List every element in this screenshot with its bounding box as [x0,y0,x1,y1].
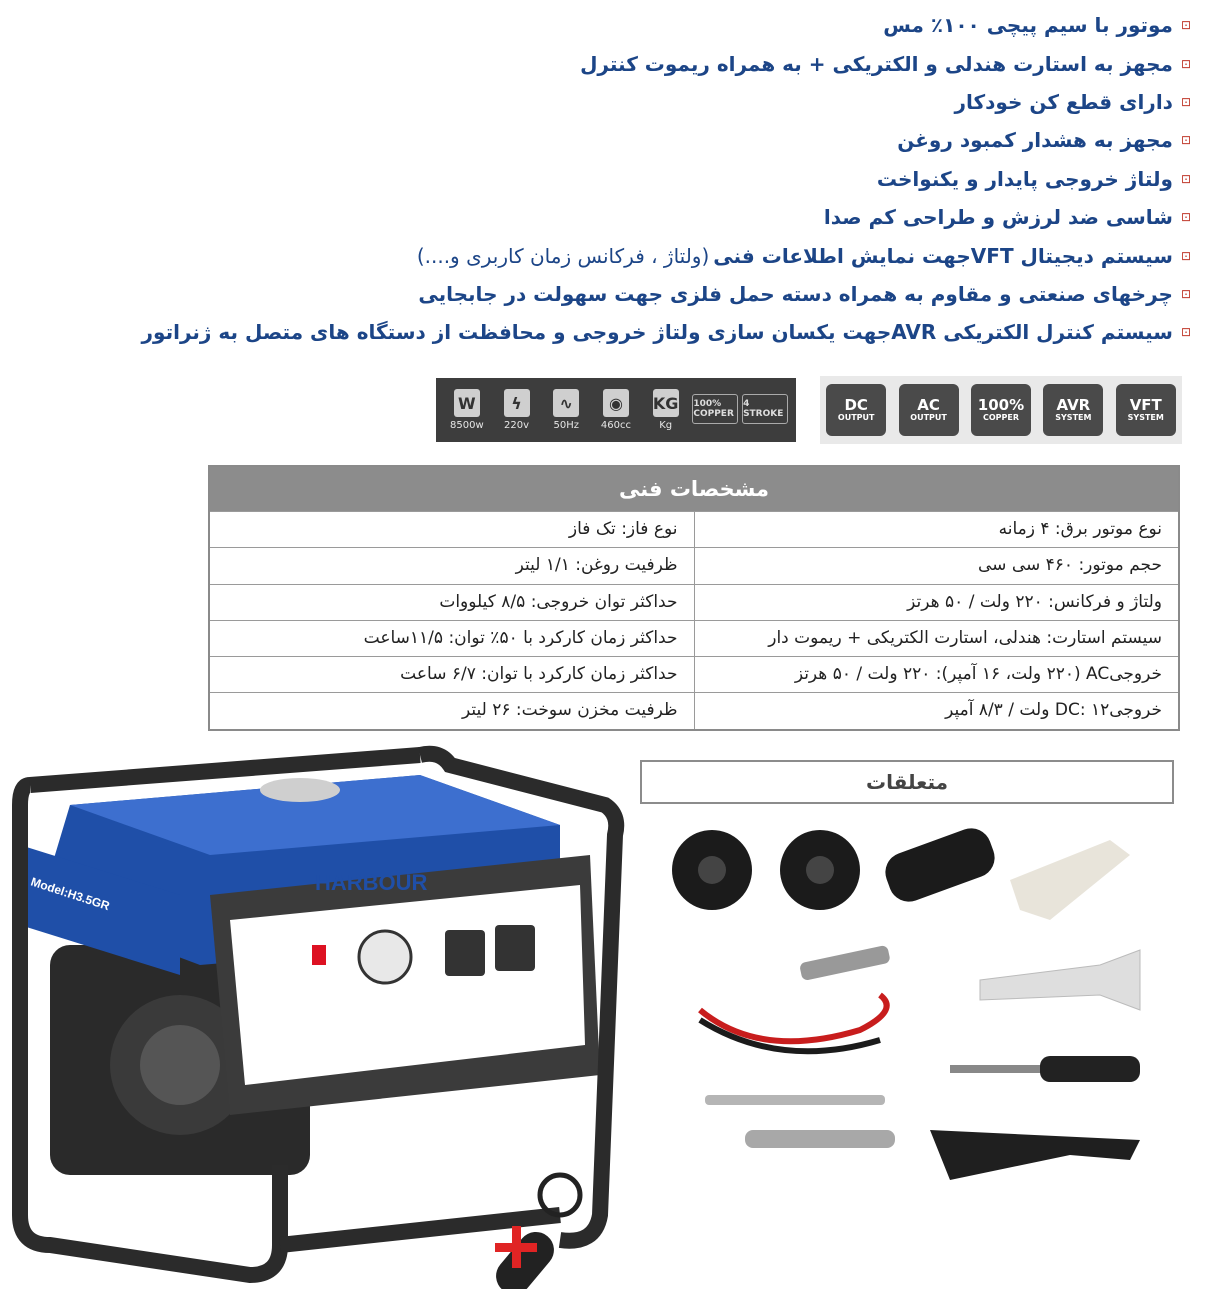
model-label: Model:H3.5GR [29,874,112,914]
bullet-icon: ⊡ [1180,210,1191,225]
feature-item [100,198,1191,236]
spec-icon-caption: 220v [504,420,530,431]
feature-text: سیستم کنترل الکتریکی AVRجهت یکسان سازی ولتاژ خروجی و محافظت از دستگاه های متصل به ژنراتور [141,320,1173,345]
table-cell: نوع موتور برق: ۴ زمانه [694,512,1179,547]
table-cell: خروجیDC: ۱۲ ولت / ۸/۳ آمپر [694,693,1179,728]
badge-title: AC [917,396,940,414]
bullet-icon: ⊡ [1180,18,1191,33]
spec-icons-strip [436,378,796,442]
handle-icon [930,1130,1140,1180]
bullet-icon: ⊡ [1180,171,1191,186]
feature-text: موتور با سیم پیچی ۱۰۰٪ مس [883,13,1173,38]
badge-vft-icon [1116,384,1176,436]
feature-item [100,44,1191,82]
feature-text: سیستم دیجیتال VFTجهت نمایش اطلاعات فنی [713,243,1173,268]
funnel-icon [980,950,1140,1010]
table-cell: حداکثر توان خروجی: ۸/۵ کیلووات [439,591,678,612]
badge-dc-icon [826,384,886,436]
feature-text: دارای قطع کن خودکار [954,89,1173,114]
badge-subtitle: OUTPUT [910,413,947,422]
wheel-icon [780,830,860,910]
table-cell: حداکثر زمان کارکرد با ۵۰٪ توان: ۱۱/۵ساعت [363,627,678,648]
spec-icon-caption: Kg [659,420,673,431]
badge-subtitle: OUTPUT [837,413,875,422]
power-icon-glyph: W [454,389,480,417]
table-row [210,692,1178,728]
feature-item [100,275,1191,313]
copper-icon [695,394,735,427]
four-stroke-icon [745,394,785,427]
bullet-icon: ⊡ [1180,56,1191,71]
bullet-icon: ⊡ [1180,248,1191,263]
voltage-icon [497,389,537,431]
table-row [210,584,1178,620]
bullet-icon: ⊡ [1180,133,1191,148]
engine-cc-icon [596,389,636,431]
frequency-icon-glyph: ∿ [553,389,579,417]
badge-title: AVR [1056,396,1091,414]
feature-text: مجهز به استارت هندلی و الکتریکی + به همراه ریموت کنترل [580,51,1173,76]
table-row [210,511,1178,547]
copper-icon-glyph: 100% COPPER [692,394,738,424]
spec-icon-caption: 8500w [450,420,484,431]
accessories-title: متعلقات [640,760,1174,804]
table-row [210,547,1178,583]
white-plug-icon [1010,840,1130,920]
frequency-icon [546,389,586,431]
table-cell: سیستم استارت: هندلی، استارت الکتریکی + ریموت دار [694,621,1179,656]
weight-icon [646,389,686,431]
feature-item [100,236,1191,274]
table-cell: ظرفیت روغن: ۱/۱ لیتر [515,555,678,576]
badge-ac-icon [899,384,959,436]
badge-subtitle: SYSTEM [1127,413,1164,422]
feature-text: ولتاژ خروجی پایدار و یکنواخت [876,166,1173,191]
badge-avr-icon [1043,384,1103,436]
table-row [210,656,1178,692]
spec-table [208,465,1180,731]
four-stroke-icon-glyph: 4 STROKE [742,394,788,424]
feature-item [100,313,1191,351]
table-cell: حجم موتور: ۴۶۰ سی سی [694,548,1179,583]
voltage-icon-glyph: ϟ [504,389,530,417]
table-row [210,620,1178,656]
accessories-image [640,810,1180,1280]
weight-icon-glyph: KG [653,389,679,417]
spec-icon-caption: 50Hz [553,420,579,431]
generator-image [0,745,640,1289]
badge-subtitle: SYSTEM [1055,413,1092,422]
spec-icon-caption: 460cc [600,420,631,431]
feature-list [100,6,1191,352]
badge-title: VFT [1129,396,1162,414]
badge-100pct-icon [971,384,1031,436]
screwdriver-icon [950,1056,1140,1082]
table-cell: ظرفیت مخزن سوخت: ۲۶ لیتر [462,700,678,721]
bullet-icon: ⊡ [1180,94,1191,109]
brand-label: HARBOUR [315,870,428,895]
table-cell: نوع فاز: تک فاز [568,519,678,539]
table-cell: ولتاژ و فرکانس: ۲۲۰ ولت / ۵۰ هرتز [694,585,1179,620]
spec-table-title: مشخصات فنی [210,467,1178,511]
feature-badges-strip [820,376,1182,444]
plug-icon [880,823,1000,908]
bullet-icon: ⊡ [1180,286,1191,301]
feature-text: شاسی ضد لرزش و طراحی کم صدا [823,205,1173,230]
feature-text: چرخهای صنعتی و مقاوم به همراه دسته حمل فلزی جهت سهولت در جابجایی [418,281,1173,306]
feature-extra: (ولتاژ ، فرکانس زمان کاربری و....) [416,243,710,268]
battery-cable-icon [700,945,891,1051]
engine-cc-icon-glyph: ◉ [603,389,629,417]
feature-item [100,121,1191,159]
table-cell: خروجیAC (۲۲۰ ولت، ۱۶ آمپر): ۲۲۰ ولت / ۵۰ هرتز [694,657,1179,692]
badge-title: 100% [977,396,1025,414]
spark-wrench-icon [705,1095,895,1148]
wheel-icon [672,830,752,910]
table-cell: حداکثر زمان کارکرد با توان: ۶/۷ ساعت [400,664,678,685]
bullet-icon: ⊡ [1180,325,1191,340]
power-icon [447,389,487,431]
feature-text: مجهز به هشدار کمبود روغن [897,128,1173,153]
feature-item [100,160,1191,198]
badge-subtitle: COPPER [982,413,1019,422]
feature-item [100,83,1191,121]
badge-title: DC [844,396,868,414]
feature-item [100,6,1191,44]
